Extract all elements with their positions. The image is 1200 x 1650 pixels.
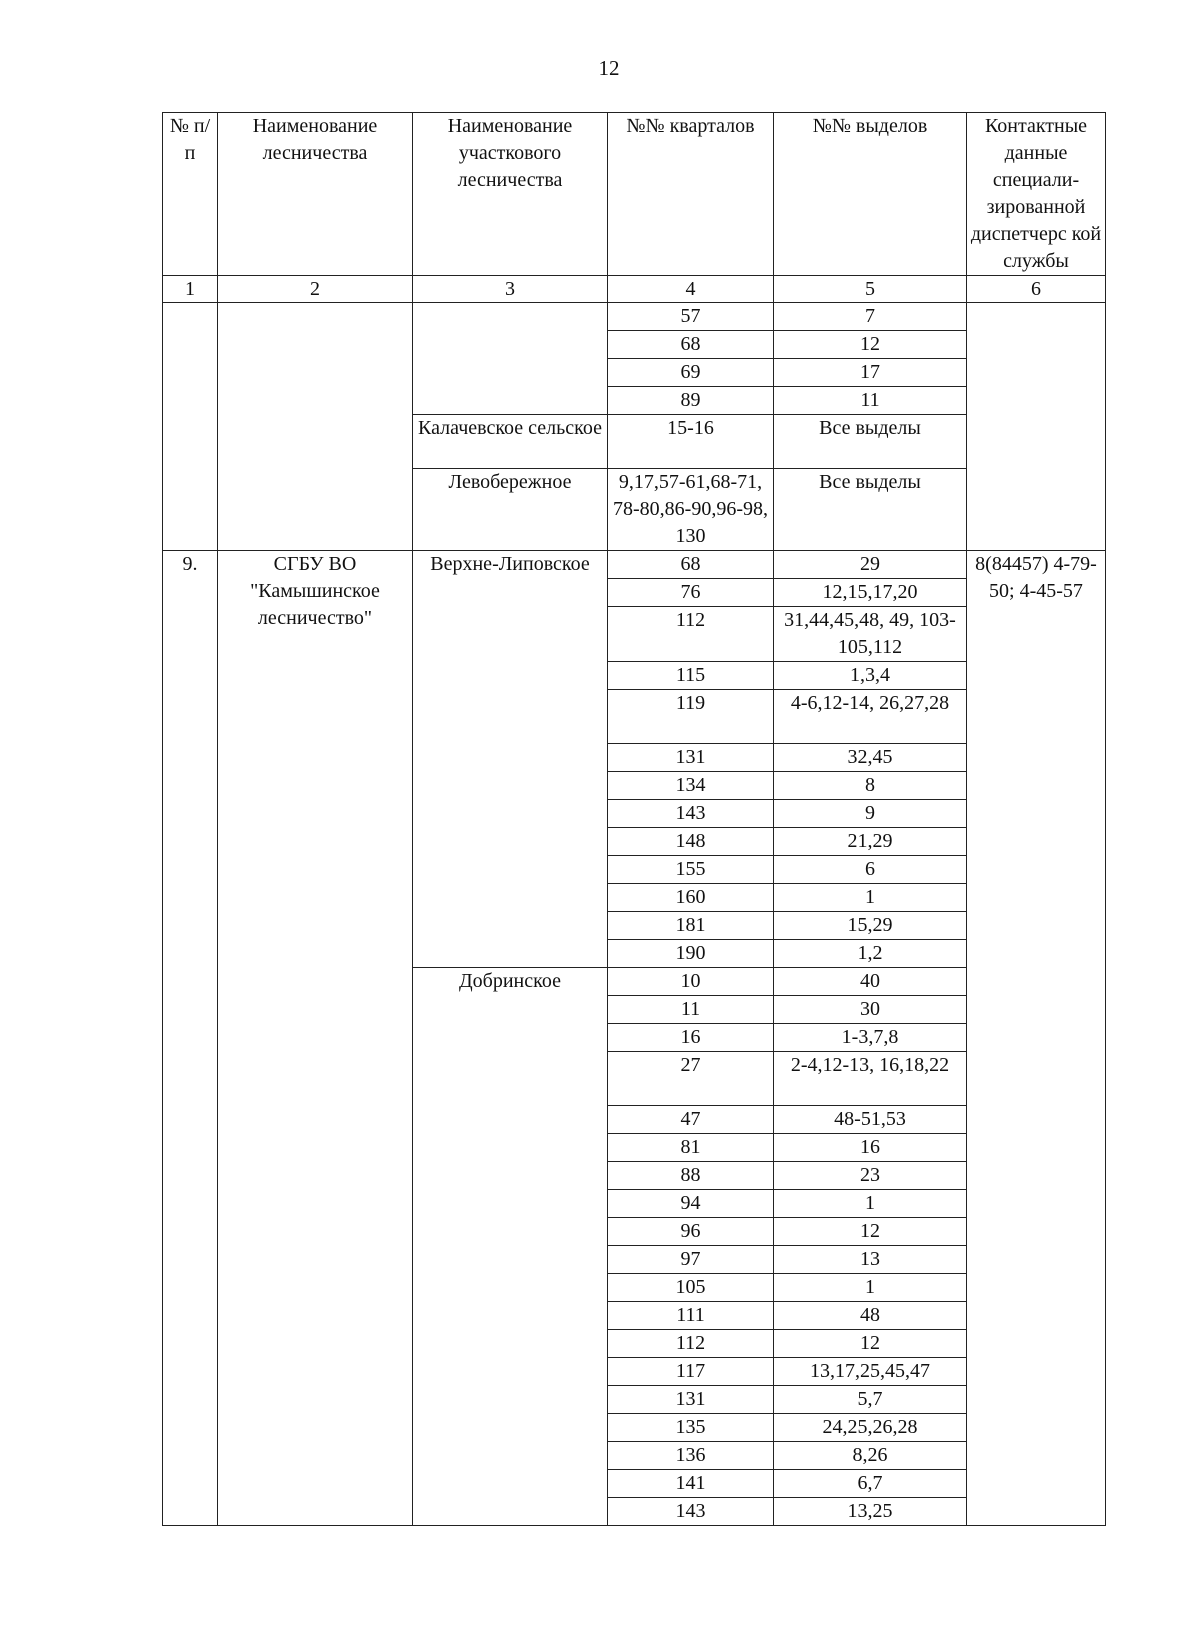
contacts-cell-empty <box>967 303 1106 551</box>
vydel-cell: 1 <box>774 1190 967 1218</box>
vydel-cell: 31,44,45,48, 49, 103-105,112 <box>774 607 967 662</box>
vydel-cell: 24,25,26,28 <box>774 1414 967 1442</box>
vydel-cell: 21,29 <box>774 828 967 856</box>
forestry-table <box>162 112 1106 1526</box>
kvartal-cell: 134 <box>608 772 774 800</box>
vydel-cell: 13 <box>774 1246 967 1274</box>
kvartal-cell: 10 <box>608 968 774 996</box>
header-contacts: Контактные данные специали-зированной диспетчерс кой службы <box>967 113 1106 276</box>
vydel-cell: Все выделы <box>774 469 967 551</box>
kvartal-cell: 131 <box>608 1386 774 1414</box>
column-number: 1 <box>163 276 218 303</box>
kvartal-cell: 68 <box>608 551 774 579</box>
district-name: Калачевское сельское <box>413 415 608 469</box>
vydel-cell: 12 <box>774 331 967 359</box>
vydel-cell: 11 <box>774 387 967 415</box>
district-name: Добринское <box>413 968 608 1526</box>
kvartal-cell: 136 <box>608 1442 774 1470</box>
column-number: 4 <box>608 276 774 303</box>
vydel-cell: 30 <box>774 996 967 1024</box>
vydel-cell: 1,3,4 <box>774 662 967 690</box>
kvartal-cell: 94 <box>608 1190 774 1218</box>
kvartal-cell: 119 <box>608 690 774 744</box>
kvartal-cell: 9,17,57-61,68-71, 78-80,86-90,96-98, 130 <box>608 469 774 551</box>
column-numbers-row <box>163 276 1106 303</box>
district-name: Левобережное <box>413 469 608 551</box>
table-row <box>163 551 1106 579</box>
vydel-cell: 7 <box>774 303 967 331</box>
vydel-cell: 13,17,25,45,47 <box>774 1358 967 1386</box>
kvartal-cell: 96 <box>608 1218 774 1246</box>
entry-number: 9. <box>163 551 218 1526</box>
forestry-name: СГБУ ВО "Камышинское лесничество" <box>218 551 413 1526</box>
vydel-cell: 29 <box>774 551 967 579</box>
header-forestry: Наименование лесничества <box>218 113 413 276</box>
kvartal-cell: 27 <box>608 1052 774 1106</box>
column-number: 5 <box>774 276 967 303</box>
vydel-cell: 48 <box>774 1302 967 1330</box>
kvartal-cell: 89 <box>608 387 774 415</box>
contacts-cell: 8(84457) 4-79-50; 4-45-57 <box>967 551 1106 1526</box>
vydel-cell: 48-51,53 <box>774 1106 967 1134</box>
header-number: № п/п <box>163 113 218 276</box>
kvartal-cell: 148 <box>608 828 774 856</box>
vydel-cell: 15,29 <box>774 912 967 940</box>
vydel-cell: 1 <box>774 1274 967 1302</box>
column-number: 3 <box>413 276 608 303</box>
vydel-cell: 1,2 <box>774 940 967 968</box>
kvartal-cell: 112 <box>608 1330 774 1358</box>
district-name: Верхне-Липовское <box>413 551 608 968</box>
kvartal-cell: 81 <box>608 1134 774 1162</box>
vydel-cell: 1 <box>774 884 967 912</box>
kvartal-cell: 11 <box>608 996 774 1024</box>
vydel-cell: 13,25 <box>774 1498 967 1526</box>
vydel-cell: 2-4,12-13, 16,18,22 <box>774 1052 967 1106</box>
vydel-cell: 8,26 <box>774 1442 967 1470</box>
column-number: 2 <box>218 276 413 303</box>
kvartal-cell: 190 <box>608 940 774 968</box>
vydel-cell: 4-6,12-14, 26,27,28 <box>774 690 967 744</box>
vydel-cell: 32,45 <box>774 744 967 772</box>
header-row <box>163 113 1106 276</box>
vydel-cell: 12 <box>774 1218 967 1246</box>
page-number: 12 <box>598 56 620 80</box>
vydel-cell: 6 <box>774 856 967 884</box>
vydel-cell: 5,7 <box>774 1386 967 1414</box>
header-kvartals: №№ кварталов <box>608 113 774 276</box>
kvartal-cell: 88 <box>608 1162 774 1190</box>
vydel-cell: 9 <box>774 800 967 828</box>
kvartal-cell: 160 <box>608 884 774 912</box>
kvartal-cell: 143 <box>608 800 774 828</box>
vydel-cell: 12 <box>774 1330 967 1358</box>
vydel-cell: 16 <box>774 1134 967 1162</box>
kvartal-cell: 16 <box>608 1024 774 1052</box>
kvartal-cell: 117 <box>608 1358 774 1386</box>
kvartal-cell: 115 <box>608 662 774 690</box>
kvartal-cell: 181 <box>608 912 774 940</box>
vydel-cell: 8 <box>774 772 967 800</box>
kvartal-cell: 143 <box>608 1498 774 1526</box>
number-cell-empty <box>163 303 218 551</box>
kvartal-cell: 105 <box>608 1274 774 1302</box>
kvartal-cell: 68 <box>608 331 774 359</box>
forestry-cell-empty <box>218 303 413 551</box>
kvartal-cell: 76 <box>608 579 774 607</box>
vydel-cell: 1-3,7,8 <box>774 1024 967 1052</box>
vydel-cell: 40 <box>774 968 967 996</box>
column-number: 6 <box>967 276 1106 303</box>
kvartal-cell: 47 <box>608 1106 774 1134</box>
header-vydels: №№ выделов <box>774 113 967 276</box>
table-row <box>163 303 1106 331</box>
vydel-cell: 17 <box>774 359 967 387</box>
kvartal-cell: 15-16 <box>608 415 774 469</box>
vydel-cell: 12,15,17,20 <box>774 579 967 607</box>
kvartal-cell: 131 <box>608 744 774 772</box>
header-district: Наименование участкового лесничества <box>413 113 608 276</box>
vydel-cell: Все выделы <box>774 415 967 469</box>
kvartal-cell: 155 <box>608 856 774 884</box>
kvartal-cell: 57 <box>608 303 774 331</box>
kvartal-cell: 112 <box>608 607 774 662</box>
kvartal-cell: 69 <box>608 359 774 387</box>
kvartal-cell: 111 <box>608 1302 774 1330</box>
district-cell-empty <box>413 303 608 415</box>
vydel-cell: 23 <box>774 1162 967 1190</box>
kvartal-cell: 141 <box>608 1470 774 1498</box>
kvartal-cell: 97 <box>608 1246 774 1274</box>
vydel-cell: 6,7 <box>774 1470 967 1498</box>
kvartal-cell: 135 <box>608 1414 774 1442</box>
